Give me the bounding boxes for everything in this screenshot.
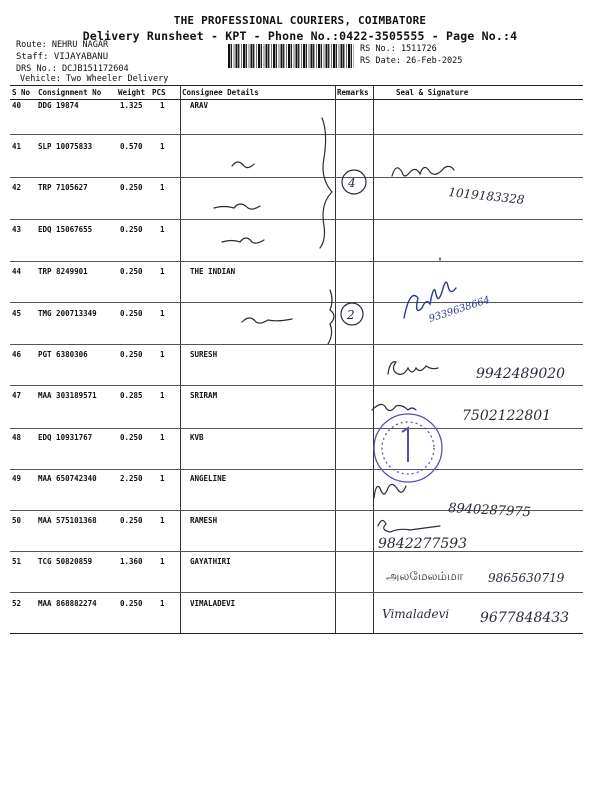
row-pcs: 1 — [160, 433, 165, 442]
row-consignment: TRP 8249901 — [38, 267, 88, 276]
row-pcs: 1 — [160, 101, 165, 110]
row-consignee: KVB — [190, 433, 204, 442]
row-consignee: GAYATHIRI — [190, 557, 231, 566]
row-consignment: TRP 7105627 — [38, 183, 88, 192]
row-consignment: EDQ 15067655 — [38, 225, 93, 234]
ditto-mark — [214, 204, 260, 209]
row-sno: 51 — [12, 557, 22, 566]
phone-mark: 9865630719 — [488, 571, 565, 585]
row-consignee: VIMALADEVI — [190, 599, 236, 608]
seal-stamp — [374, 414, 442, 482]
row-pcs: 1 — [160, 142, 165, 151]
row-sno: 52 — [12, 599, 22, 608]
row-consignment: SLP 10075833 — [38, 142, 93, 151]
phone-mark: 9942489020 — [476, 366, 566, 382]
row-sno: 46 — [12, 350, 22, 359]
row-weight: 0.285 — [120, 391, 143, 400]
rs-number: RS No.: 1511726 — [360, 44, 437, 54]
row-pcs: 1 — [160, 599, 165, 608]
signature-mark — [372, 404, 416, 410]
staff-label: Staff: VIJAYABANU — [16, 52, 109, 62]
row-weight: 0.250 — [120, 309, 143, 318]
row-sno: 40 — [12, 101, 22, 110]
row-consignment: MAA 868882274 — [38, 599, 97, 608]
row-consignee: RAMESH — [190, 516, 218, 525]
row-consignment: TMG 200713349 — [38, 309, 97, 318]
row-sno: 41 — [12, 142, 22, 151]
signature-mark — [388, 362, 438, 375]
row-weight: 0.250 — [120, 225, 143, 234]
bracket-mark — [320, 118, 332, 248]
row-pcs: 1 — [160, 516, 165, 525]
row-weight: 0.250 — [120, 433, 143, 442]
col-sno-header: S No — [12, 88, 31, 97]
row-pcs: 1 — [160, 225, 165, 234]
row-consignment: DDG 19874 — [38, 101, 79, 110]
row-weight: 0.250 — [120, 516, 143, 525]
row-sno: 42 — [12, 183, 22, 192]
phone-mark: 9677848433 — [480, 610, 570, 626]
row-sno: 48 — [12, 433, 22, 442]
bracket-mark — [328, 290, 334, 344]
signature-mark — [378, 520, 440, 532]
phone-mark: 8940287975 — [447, 501, 532, 521]
row-consignment: TCG 50820859 — [38, 557, 93, 566]
signature-mark — [374, 484, 406, 498]
count-mark: 4 — [348, 176, 356, 190]
row-sno: 49 — [12, 474, 22, 483]
row-weight: 0.250 — [120, 350, 143, 359]
row-pcs: 1 — [160, 183, 165, 192]
row-pcs: 1 — [160, 557, 165, 566]
phone-mark: 7502122801 — [462, 408, 552, 424]
row-weight: 0.250 — [120, 183, 143, 192]
row-consignee: THE INDIAN — [190, 267, 236, 276]
name-mark: Vimaladevi — [382, 607, 450, 621]
col-remarks-header: Remarks — [337, 88, 369, 97]
ditto-mark — [222, 238, 264, 243]
name-mark: அலமேலம்மா — [386, 569, 464, 583]
phone-mark: 9842277593 — [378, 536, 468, 552]
route-label: Route: NEHRU NAGAR — [16, 40, 109, 50]
phone-mark: 1019183328 — [447, 185, 526, 207]
col-weight-header: Weight — [118, 88, 146, 97]
col-seal-header: Seal & Signature — [396, 88, 469, 97]
row-weight: 1.325 — [120, 101, 143, 110]
row-consignment: PGT 6380306 — [38, 350, 88, 359]
company-title: THE PROFESSIONAL COURIERS, COIMBATORE — [173, 14, 427, 27]
count-mark: 2 — [347, 308, 355, 322]
row-consignment: MAA 575101368 — [38, 516, 97, 525]
row-consignment: EDQ 10931767 — [38, 433, 93, 442]
row-consignment: MAA 303189571 — [38, 391, 97, 400]
row-sno: 43 — [12, 225, 22, 234]
vehicle-label: Vehicle: Two Wheeler Delivery — [20, 74, 169, 84]
col-consignee-header: Consignee Details — [182, 88, 259, 97]
row-weight: 0.250 — [120, 599, 143, 608]
col-pcs-header: PCS — [152, 88, 166, 97]
row-pcs: 1 — [160, 309, 165, 318]
row-sno: 44 — [12, 267, 22, 276]
row-pcs: 1 — [160, 267, 165, 276]
row-consignee: ANGELINE — [190, 474, 227, 483]
row-sno: 50 — [12, 516, 22, 525]
row-weight: 1.360 — [120, 557, 143, 566]
row-consignment: MAA 650742340 — [38, 474, 97, 483]
row-sno: 47 — [12, 391, 22, 400]
ditto-mark — [232, 162, 254, 168]
row-consignee: SURESH — [190, 350, 218, 359]
row-consignee: SRIRAM — [190, 391, 218, 400]
row-weight: 2.250 — [120, 474, 143, 483]
phone-mark: 9339638664 — [427, 294, 492, 325]
col-consignment-header: Consignment No — [38, 88, 102, 97]
ditto-mark — [242, 318, 292, 323]
row-pcs: 1 — [160, 391, 165, 400]
drs-label: DRS No.: DCJB151172604 — [16, 64, 129, 74]
row-weight: 0.570 — [120, 142, 143, 151]
runsheet-subtitle: Delivery Runsheet - KPT - Phone No.:0422-3505555 - Page No.:4 — [82, 29, 518, 43]
row-consignee: ARAV — [190, 101, 209, 110]
row-pcs: 1 — [160, 474, 165, 483]
signature-mark — [392, 166, 454, 176]
rs-date: RS Date: 26-Feb-2025 — [360, 56, 463, 66]
row-weight: 0.250 — [120, 267, 143, 276]
row-pcs: 1 — [160, 350, 165, 359]
row-sno: 45 — [12, 309, 22, 318]
